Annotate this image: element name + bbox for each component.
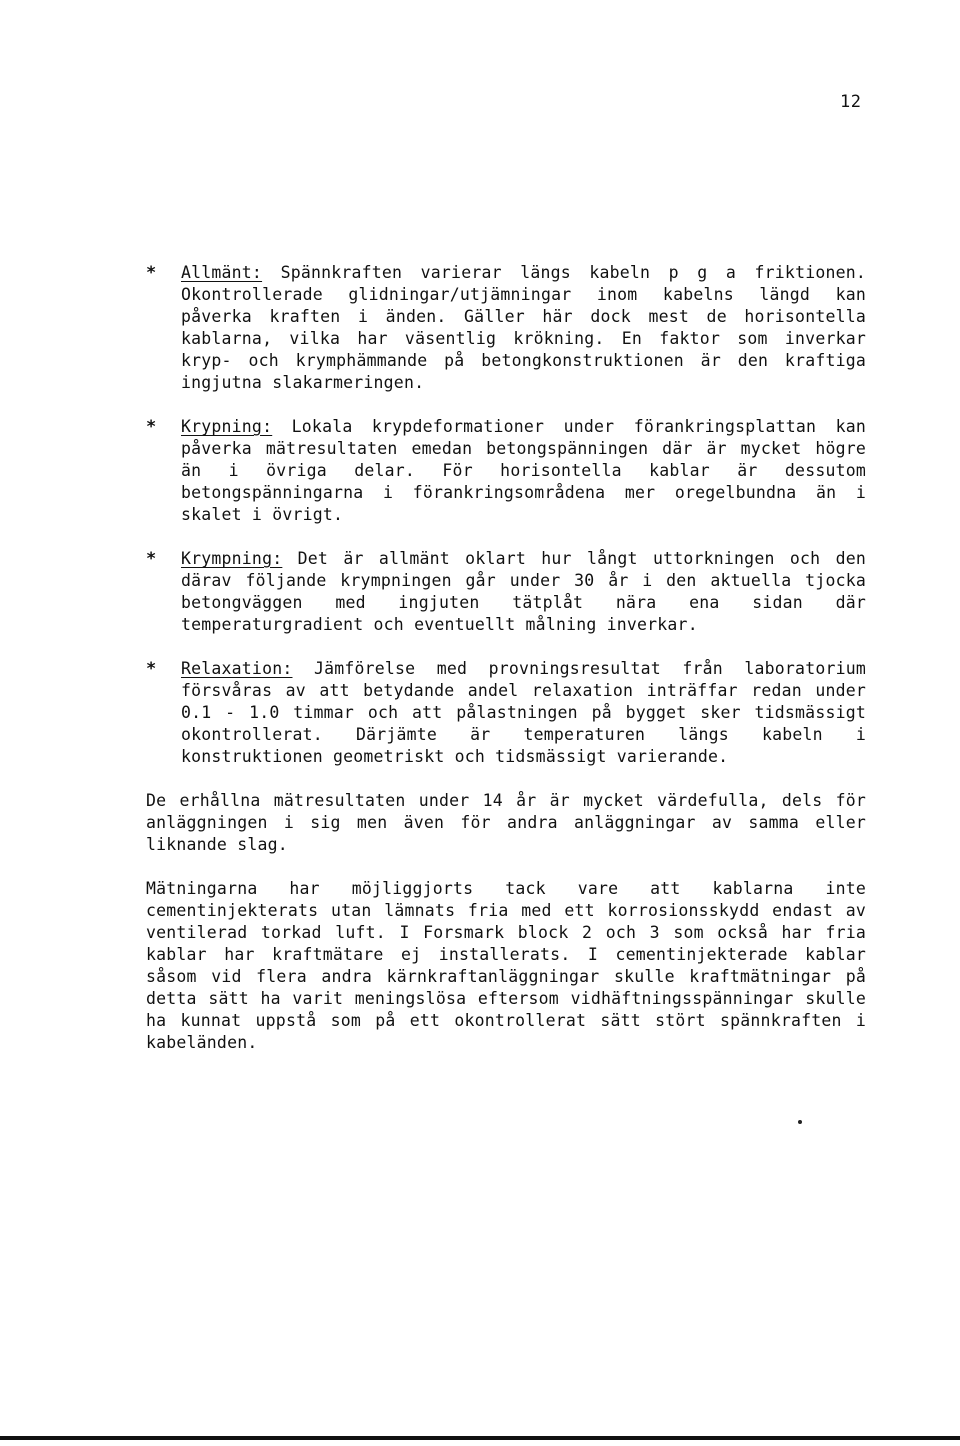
bullet-marker: *: [146, 417, 157, 437]
bullet-heading: Krympning:: [181, 549, 283, 568]
bullet-body: Spännkraften varierar längs kabeln p g a friktionen. Okontrollerade glidningar/utjämningar inom kabelns längd kan påverka kraften i änden. Gäller här dock mest de horisontella kablarna, vilka har väsentlig krökning. En faktor som inverkar kryp- och krymphämmande på betongkonstruktionen är den kraftiga ingjutna slakarmeringen.: [181, 263, 866, 392]
document-body: [146, 262, 866, 1076]
paragraph-results: De erhållna mätresultaten under 14 år är mycket värdefulla, dels för anläggningen i sig men även för andra anläggningar av samma eller liknande slag.: [146, 791, 866, 854]
bullet-relaxation: [146, 658, 866, 768]
scan-speck: [798, 1120, 802, 1124]
bullet-marker: *: [146, 549, 157, 569]
bullet-text: [181, 658, 866, 768]
bullet-allmant: [146, 262, 866, 394]
bullet-body: Jämförelse med provningsresultat från laboratorium försvåras av att betydande andel relaxation inträffar redan under 0.1 - 1.0 timmar och att pålastningen på bygget sker tidsmässigt okontrollerat. Därjämte är temperaturen längs kabeln i konstruktionen geometriskt och tidsmässigt varierande.: [181, 659, 866, 766]
bullet-text: [181, 262, 866, 394]
bullet-body: Det är allmänt oklart hur långt uttorkningen och den därav följande krympningen går under 30 år i den aktuella tjocka betongväggen med ingjuten tätplåt nära ena sidan där temperaturgradient och eventuellt målning inverkar.: [181, 549, 866, 634]
bullet-heading: Krypning:: [181, 417, 273, 436]
bottom-rule: [0, 1436, 960, 1440]
bullet-marker: *: [146, 659, 157, 679]
bullet-heading: Relaxation:: [181, 659, 293, 678]
bullet-body: Lokala krypdeformationer under förankringsplattan kan påverka mätresultaten emedan betongspänningen där är mycket högre än i övriga delar. För horisontella kablar är dessutom betongspänningarna i förankringsområdena mer oregelbundna än i skalet i övrigt.: [181, 417, 866, 524]
bullet-text: [181, 548, 866, 636]
paragraph-measurements: Mätningarna har möjliggjorts tack vare att kablarna inte cementinjekterats utan lämnats fria med ett korrosionsskydd endast av ventilerad torkad luft. I Forsmark block 2 och 3 som också har fria kablar har kraftmätare ej installerats. I cementinjekterade kablar såsom vid flera andra kärnkraftanläggningar skulle kraftmätningar på detta sätt ha varit meningslösa eftersom vidhäftningsspänningar skulle ha kunnat uppstå som på ett okontrollerat sätt stört spännkraften i kabeländen.: [146, 879, 866, 1052]
bullet-text: [181, 416, 866, 526]
bullet-krympning: [146, 548, 866, 636]
bullet-marker: *: [146, 263, 157, 283]
bullet-heading: Allmänt:: [181, 263, 263, 282]
page-number: 12: [840, 92, 862, 112]
bullet-krypning: [146, 416, 866, 526]
